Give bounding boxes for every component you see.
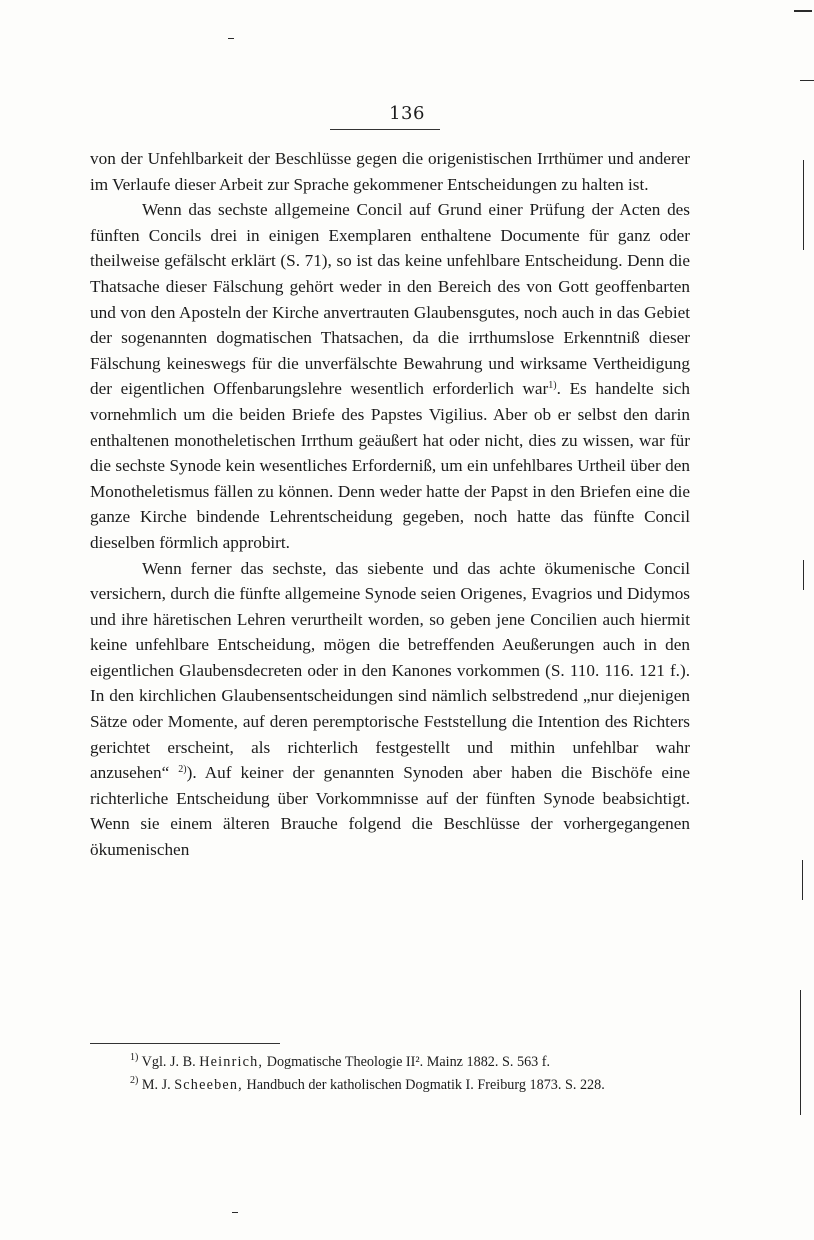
footnote-1 — [82, 1053, 690, 1071]
scan-edge-mark — [228, 38, 234, 39]
scan-edge-mark — [232, 1212, 238, 1213]
footnote-1-text: Dogmatische Theologie II². Mainz 1882. S. 563 f. — [266, 1054, 551, 1070]
scan-edge-mark — [800, 990, 801, 1115]
page-number-rule — [330, 129, 440, 130]
paragraph-2: Wenn das sechste allgemeine Concil auf Grund einer Prüfung der Acten des fünften Concils drei in einigen Exemplaren enthaltene Documente für ganz oder theilweise gefälscht erklärt (S. 71), so ist das keine unfehlbare Entscheidung. Denn die Thatsache dieser Fälschung gehört weder in den Bereich des von Gott geoffenbarten und von den Aposteln der Kirche anvertrauten Glaubensgutes, noch auch in das Gebiet der sogenannten dogmatischen Thatsachen, da die irrthumslose Erkenntniß dieser Fälschung keineswegs für die unverfälschte Bewahrung und wirksame Vertheidigung der eigentlichen Offenbarungslehre wesentlich erforderlich war$^{1)}$. Es handelte sich vornehmlich um die beiden Briefe des Papstes Vigilius. Aber ob er selbst den darin enthaltenen monotheletischen Irrthum geäußert hat oder nicht, dies zu wissen, war für die sechste Synode kein wesentliches Erforderniß, um ein unfehlbares Urtheil über den Monotheletismus fällen zu können. Denn weder hatte der Papst in den Briefen eine die ganze Kirche bindende Lehrentscheidung gegeben, noch hatte das fünfte Concil dieselben förmlich approbirt. — [90, 200, 691, 552]
paragraph-2-text: Wenn das sechste allgemeine Concil auf Grund einer Prüfung der Acten des fünften Concils drei in einigen Exemplaren enthaltene Documente für ganz oder theilweise gefälscht erklärt (S. 71), so ist das keine unfehlbare Entscheidung. Denn die Thatsache dieser Fälschung gehört weder in den Bereich des von Gott geoffenbarten und von den Aposteln der Kirche anvertrauten Glaubensgutes, noch auch in das Gebiet der sogenannten dogmatischen Thatsachen, da die irrthumslose Erkenntniß dieser Fälschung keineswegs für die unverfälschte Bewahrung und wirksame Vertheidigung der eigentlichen Offenbarungslehre wesentlich erforderlich war — [90, 200, 690, 399]
footnotes — [82, 1053, 690, 1099]
paragraph-1: von der Unfehlbarkeit der Beschlüsse gegen die origenistischen Irrthümer und anderer im Verlaufe dieser Arbeit zur Sprache gekommener Entscheidungen zu halten ist. — [90, 149, 690, 194]
paragraph-3-text: Wenn ferner das sechste, das siebente und das achte ökumenische Concil versichern, durch die fünfte allgemeine Synode seien Origenes, Evagrios und Didymos und ihre häretischen Lehren verurtheilt worden, so geben jene Concilien auch hiermit keine unfehlbare Entscheidung, mögen die betreffenden Aeußerungen auch in den eigentlichen Glaubensdecreten oder in den Kanones vorkommen (S. 110. 116. 121 f.). In den kirchlichen Glaubensentscheidungen sind nämlich selbstredend „nur diejenigen Sätze oder Momente, auf deren peremptorische Feststellung die Intention des Richters gerichtet erscheint, als richterlich festgestellt und mithin unfehlbar wahr anzusehen“ — [90, 558, 690, 783]
footnote-rule — [90, 1043, 280, 1044]
footnote-ref-1: 1) — [548, 380, 557, 392]
footnote-ref-2: 2) — [178, 764, 187, 776]
paragraph-3-continuation: Auf keiner der genannten Synoden aber haben die Bischöfe eine richterliche Entscheidung über Vorkommnisse auf der fünften Synode beabsichtigt. Wenn sie einem älteren Brauche folgend die Beschlüsse der vorhergegangenen ökumenischen — [90, 763, 691, 860]
body-text — [90, 146, 690, 863]
scan-edge-mark — [800, 80, 814, 81]
footnote-2-author: Scheeben, — [174, 1077, 243, 1093]
scan-edge-mark — [803, 560, 804, 590]
paragraph-2-continuation: Es handelte sich vornehmlich um die beiden Briefe des Papstes Vigilius. Aber ob er selbst den darin enthaltenen monotheletischen Irrthum geäußert hat oder nicht, dies zu wissen, war für die sechste Synode kein wesentliches Erforderniß, um ein unfehlbares Urtheil über den Monotheletismus fällen zu können. Denn weder hatte der Papst in den Briefen eine die ganze Kirche bindende Lehrentscheidung gegeben, noch hatte das fünfte Concil dieselben förmlich approbirt. — [90, 379, 691, 552]
scan-edge-mark — [794, 10, 812, 12]
paragraph-3: Wenn ferner das sechste, das siebente und das achte ökumenische Concil versichern, durch die fünfte allgemeine Synode seien Origenes, Evagrios und Didymos und ihre häretischen Lehren verurtheilt worden, so geben jene Concilien auch hiermit keine unfehlbare Entscheidung, mögen die betreffenden Aeußerungen auch in den eigentlichen Glaubensdecreten oder in den Kanones vorkommen (S. 110. 116. 121 f.). In den kirchlichen Glaubensentscheidungen sind nämlich selbstredend „nur diejenigen Sätze oder Momente, auf deren peremptorische Feststellung die Intention des Richters gerichtet erscheint, als richterlich festgestellt und mithin unfehlbar wahr anzusehen“ $^{2)}$). Auf keiner der genannten Synoden aber haben die Bischöfe eine richterliche Entscheidung über Vorkommnisse auf der fünften Synode beabsichtigt. Wenn sie einem älteren Brauche folgend die Beschlüsse der vorhergegangenen ökumenischen — [90, 558, 691, 860]
page-number: 136 — [389, 103, 425, 124]
footnote-2 — [82, 1076, 690, 1094]
footnote-2-marker: 2) — [130, 1075, 139, 1086]
footnote-1-marker: 1) — [130, 1052, 139, 1063]
footnote-2-text: Handbuch der katholischen Dogmatik I. Freiburg 1873. S. 228. — [246, 1077, 605, 1093]
footnote-1-prefix: Vgl. J. B. — [141, 1054, 196, 1070]
footnote-2-prefix: M. J. — [141, 1077, 171, 1093]
footnote-1-author: Heinrich, — [199, 1054, 264, 1070]
scan-edge-mark — [803, 160, 804, 250]
scan-edge-mark — [802, 860, 803, 900]
